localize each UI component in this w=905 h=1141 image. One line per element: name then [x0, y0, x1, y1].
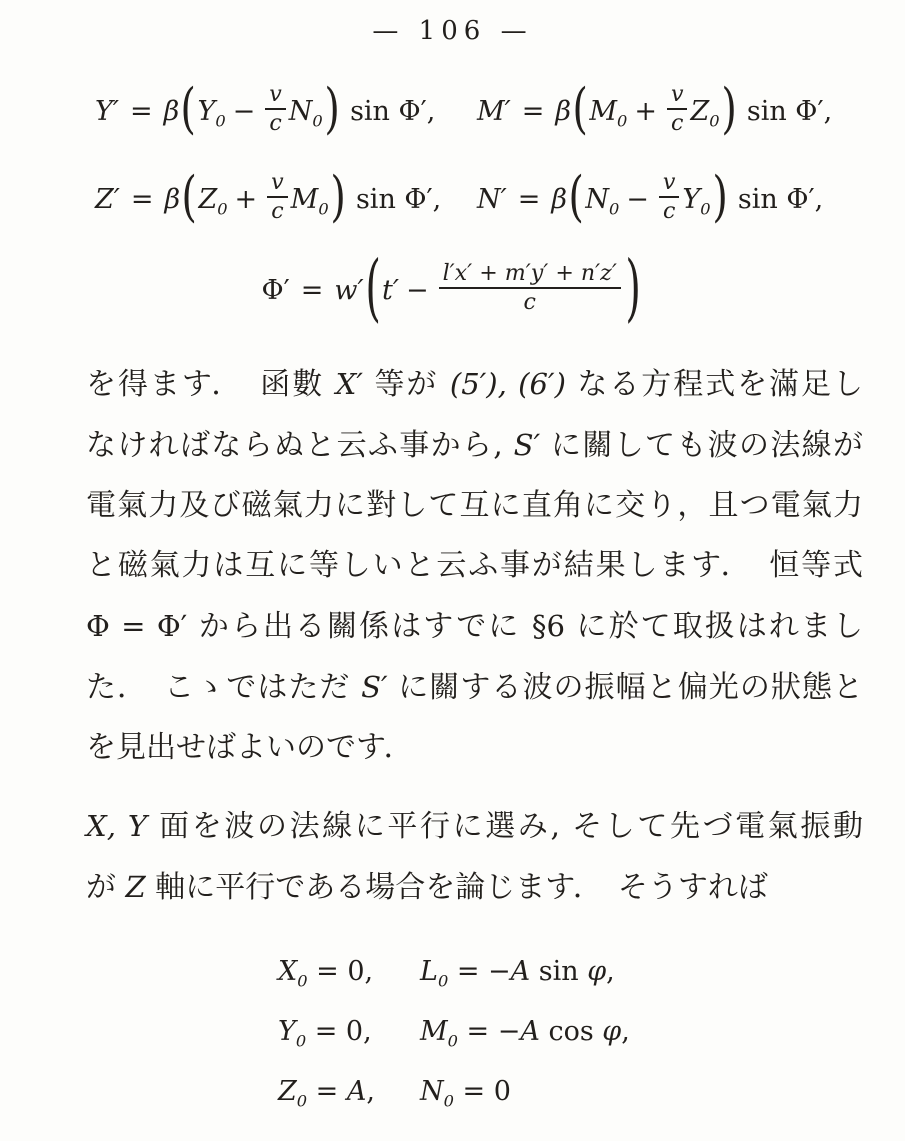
math-inline: N [420, 1076, 444, 1107]
operator: − [232, 95, 256, 127]
equations-block-bottom [278, 942, 905, 1122]
operator: − [405, 274, 429, 306]
equation-row [0, 156, 905, 244]
text-segment: を得ます． 函數 [86, 367, 336, 402]
fraction-denominator: c [271, 198, 284, 224]
equals-sign: = [521, 95, 545, 127]
math-inline: M [420, 1016, 448, 1047]
eq-term-a: t′ [381, 274, 399, 306]
eq-term-b: N [288, 95, 313, 127]
eq-trailer: sin Φ′, [746, 95, 833, 127]
equation-Z0 [278, 1062, 420, 1122]
math-inline: §6 [531, 609, 565, 643]
fraction-numerator: l′x′ + m′y′ + n′z′ [439, 261, 621, 289]
fraction-numerator: v [265, 82, 286, 110]
math-inline: L [420, 956, 438, 987]
equation-row [0, 68, 905, 156]
equation-M0 [420, 1002, 630, 1062]
paren-open: ( [568, 164, 584, 229]
subscript: 0 [312, 110, 323, 130]
math-inline: , [366, 1076, 375, 1107]
subscript: 0 [318, 198, 329, 218]
fraction-denominator: c [662, 198, 676, 224]
subscript: 0 [437, 971, 449, 991]
text-segment: なければならぬと云ふ事から, [86, 428, 514, 463]
equals-sign: = [300, 274, 324, 306]
eq-lhs: Z′ [95, 183, 120, 215]
text-segment: 面を波の法線に平行に選み, そして先づ電氣振動 [147, 809, 864, 844]
paren-close: ) [711, 164, 728, 229]
equals-sign: = [130, 183, 154, 215]
fraction-denominator: c [269, 110, 282, 136]
fraction-numerator: v [667, 82, 688, 110]
fraction [267, 170, 288, 225]
eq-lhs: M′ [477, 95, 511, 127]
subscript: 0 [447, 1031, 458, 1051]
paren-open: ( [572, 76, 588, 141]
text-line [86, 354, 863, 415]
subscript: 0 [215, 110, 226, 130]
eq-term-a: Z [198, 183, 218, 215]
math-inline: X′ [335, 367, 363, 401]
text-segment: に關する波の振幅と偏光の狀態と [387, 670, 863, 705]
text-line [86, 796, 863, 857]
paren-close: ) [324, 76, 340, 141]
math-inline: = 0 [453, 1076, 511, 1107]
math-inline: φ [587, 956, 607, 987]
equation-Y-prime [95, 76, 477, 141]
text-segment: 等が [362, 367, 450, 402]
eq-coefficient: β [551, 183, 567, 215]
equation-Phi-prime [261, 244, 644, 331]
text-line [86, 857, 863, 918]
fraction-denominator: c [670, 110, 684, 136]
text-line [86, 536, 863, 596]
subscript: 0 [443, 1091, 454, 1111]
equations-block-top [0, 68, 905, 338]
subscript: 0 [295, 1031, 307, 1051]
operator: − [626, 183, 649, 215]
fraction [265, 82, 286, 137]
eq-lhs: N′ [477, 183, 507, 215]
subscript: 0 [217, 198, 228, 218]
equation-Z-prime [95, 164, 477, 229]
math-inline: = [307, 1076, 347, 1107]
text-segment: 電氣力及び磁氣力に對して互に直角に交り，且つ電氣力 [86, 488, 863, 523]
eq-coefficient: w′ [334, 274, 364, 306]
text-segment: に於て取扱はれまし [564, 609, 863, 644]
subscript: 0 [700, 198, 711, 218]
eq-term-a: M [589, 95, 617, 127]
eq-coefficient: β [164, 183, 181, 215]
eq-term-a: Y [197, 95, 216, 127]
paren-close: ) [720, 76, 737, 141]
math-inline: cos [539, 1016, 603, 1047]
subscript: 0 [608, 198, 620, 218]
paren-open: ( [365, 244, 381, 331]
math-inline: φ [602, 1016, 622, 1047]
eq-term-b: Y [682, 183, 701, 215]
text-line [86, 596, 863, 657]
math-inline: = 0, [307, 956, 374, 987]
equals-sign: = [517, 183, 541, 215]
fraction-numerator: v [659, 170, 680, 198]
paragraph-second [86, 796, 863, 918]
subscript: 0 [296, 1091, 308, 1111]
fraction [439, 261, 621, 316]
equation-row [0, 244, 905, 338]
page-number: — 106 — [372, 16, 533, 46]
operator: + [634, 95, 657, 127]
math-inline: X [278, 956, 298, 987]
paragraph-main [86, 354, 863, 778]
equation-Y0 [278, 1002, 420, 1062]
text-segment: た． こゝではただ [86, 670, 362, 705]
eq-coefficient: β [555, 95, 572, 127]
text-segment: が [86, 870, 126, 905]
math-inline: Z [278, 1076, 297, 1107]
eq-lhs: Y′ [95, 95, 119, 127]
text-segment: を見出せばよいのです． [86, 730, 414, 765]
text-segment: と磁氣力は互に等しいと云ふ事が結果します． 恒等式 [86, 548, 863, 583]
eq-trailer: sin Φ′, [737, 183, 824, 215]
paren-close: ) [330, 164, 346, 229]
text-segment: に關しても波の法線が [540, 428, 863, 463]
fraction [659, 170, 680, 225]
math-inline: sin [530, 956, 588, 987]
text-line [86, 476, 863, 536]
paren-open: ( [181, 164, 198, 229]
eq-term-b: M [290, 183, 319, 215]
text-segment: 軸に平行である場合を論じます． そうすれば [145, 870, 768, 905]
eq-trailer: sin Φ′, [350, 95, 436, 127]
equals-sign: = [129, 95, 153, 127]
math-inline: , [606, 956, 615, 987]
subscript: 0 [297, 971, 308, 991]
operator: + [234, 183, 258, 215]
equation-M-prime [477, 76, 833, 141]
equation-L0 [420, 942, 630, 1002]
eq-coefficient: β [163, 95, 180, 127]
math-inline: (5′), (6′) [449, 367, 566, 401]
eq-term-a: N [585, 183, 609, 215]
fraction-numerator: v [267, 170, 288, 198]
text-line [86, 415, 863, 476]
math-inline: Φ = Φ′ [86, 609, 188, 643]
eq-trailer: sin Φ′, [355, 183, 442, 215]
paren-close: ) [625, 244, 641, 331]
subscript: 0 [617, 110, 628, 130]
text-line [86, 657, 863, 718]
equation-X0 [278, 942, 420, 1002]
equation-N0 [420, 1062, 630, 1122]
math-inline: A [510, 956, 531, 987]
math-inline: S′ [513, 428, 541, 462]
math-inline: X, Y [86, 809, 148, 843]
text-segment: なる方程式を滿足し [565, 367, 863, 402]
eq-term-b: Z [690, 95, 710, 127]
math-inline: A [346, 1076, 367, 1107]
math-inline: , [621, 1016, 630, 1047]
subscript: 0 [709, 110, 720, 130]
eq-lhs: Φ′ [261, 274, 290, 306]
math-inline: Z [125, 870, 146, 904]
math-inline: = − [448, 956, 511, 987]
text-segment: から出る關係はすでに [187, 609, 532, 644]
fraction [667, 82, 688, 137]
equation-N-prime [477, 164, 824, 229]
text-line [86, 718, 863, 778]
math-inline: A [520, 1016, 540, 1047]
math-inline: = 0, [306, 1016, 372, 1047]
math-inline: = − [457, 1016, 521, 1047]
paren-open: ( [180, 76, 197, 141]
fraction-denominator: c [523, 289, 536, 315]
math-inline: Y [278, 1016, 296, 1047]
math-inline: S′ [361, 670, 388, 704]
